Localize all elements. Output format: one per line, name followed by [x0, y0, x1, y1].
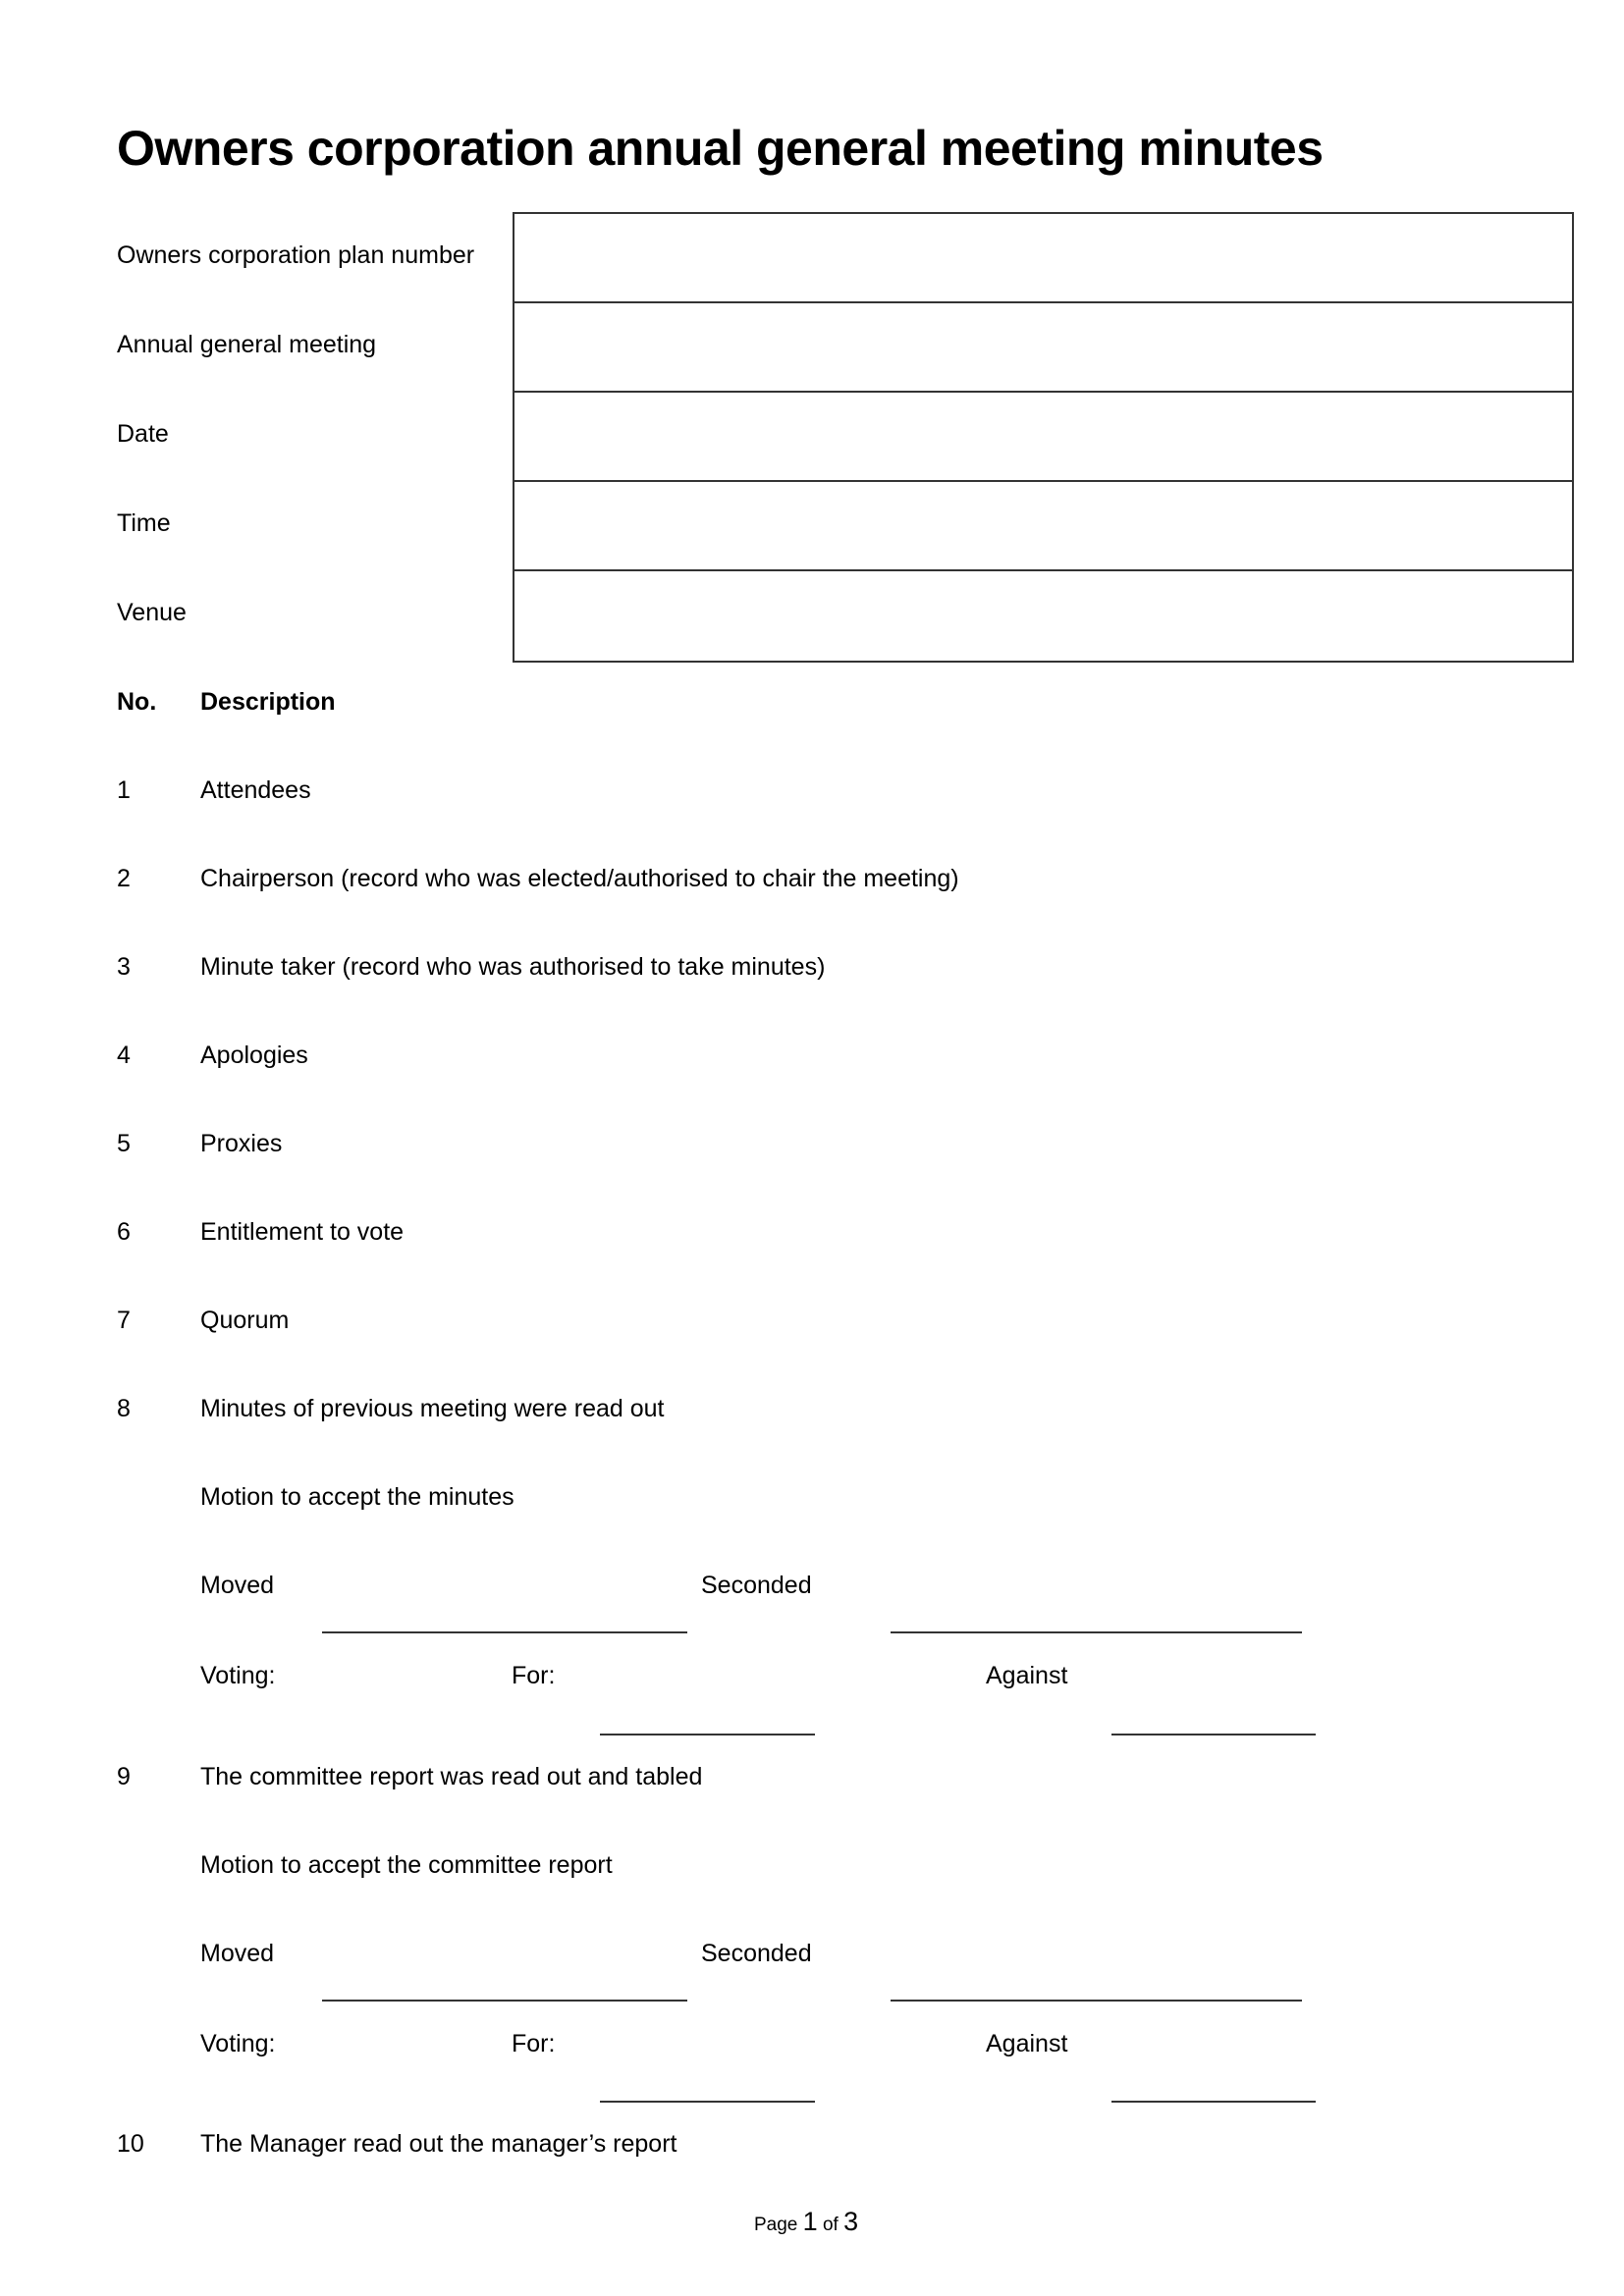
against-count-line[interactable]: [1111, 1734, 1316, 1735]
item-description: Minute taker (record who was authorised to take minutes): [200, 953, 826, 981]
against-label: Against: [986, 2030, 1068, 2057]
item-description: Apologies: [200, 1041, 308, 1069]
venue-field[interactable]: [514, 571, 1572, 661]
item-number: 9: [117, 1763, 131, 1790]
seconded-label: Seconded: [701, 1572, 812, 1599]
item-description: Attendees: [200, 776, 311, 804]
for-label: For:: [512, 2030, 556, 2057]
seconded-signature-line[interactable]: [891, 2000, 1302, 2002]
field-label-venue: Venue: [117, 599, 187, 626]
motion-title: Motion to accept the committee report: [200, 1851, 613, 1879]
against-label: Against: [986, 1662, 1068, 1689]
moved-label: Moved: [200, 1940, 275, 1967]
moved-signature-line[interactable]: [322, 1631, 687, 1633]
item-number: 10: [117, 2130, 144, 2158]
seconded-label: Seconded: [701, 1940, 812, 1967]
time-field[interactable]: [514, 482, 1572, 571]
item-number: 5: [117, 1130, 131, 1157]
voting-label: Voting:: [200, 2030, 276, 2057]
item-number: 7: [117, 1307, 131, 1334]
field-label-plan-number: Owners corporation plan number: [117, 241, 475, 269]
motion-title: Motion to accept the minutes: [200, 1483, 514, 1511]
field-label-agm: Annual general meeting: [117, 331, 377, 358]
info-table: [513, 212, 1574, 663]
total-pages: 3: [843, 2207, 859, 2236]
date-field[interactable]: [514, 393, 1572, 482]
field-label-time: Time: [117, 509, 171, 537]
agm-field[interactable]: [514, 303, 1572, 393]
list-header-description: Description: [200, 688, 336, 716]
against-count-line[interactable]: [1111, 2101, 1316, 2103]
seconded-signature-line[interactable]: [891, 1631, 1302, 1633]
voting-label: Voting:: [200, 1662, 276, 1689]
for-count-line[interactable]: [600, 2101, 815, 2103]
item-number: 4: [117, 1041, 131, 1069]
item-number: 3: [117, 953, 131, 981]
moved-signature-line[interactable]: [322, 2000, 687, 2002]
list-header-no: No.: [117, 688, 157, 716]
item-number: 6: [117, 1218, 131, 1246]
item-number: 2: [117, 865, 131, 892]
page-label: Page: [754, 2215, 798, 2235]
for-count-line[interactable]: [600, 1734, 815, 1735]
document-title: Owners corporation annual general meeting minutes: [117, 121, 1324, 176]
item-description: Entitlement to vote: [200, 1218, 405, 1246]
plan-number-field[interactable]: [514, 214, 1572, 303]
current-page: 1: [802, 2207, 818, 2236]
item-number: 8: [117, 1395, 131, 1422]
item-description: The committee report was read out and tabled: [200, 1763, 703, 1790]
of-label: of: [822, 2215, 839, 2235]
for-label: For:: [512, 1662, 556, 1689]
item-description: Quorum: [200, 1307, 290, 1334]
item-description: Chairperson (record who was elected/authorised to chair the meeting): [200, 865, 959, 892]
item-description: The Manager read out the manager’s report: [200, 2130, 677, 2158]
field-label-date: Date: [117, 420, 169, 448]
item-description: Minutes of previous meeting were read out: [200, 1395, 665, 1422]
moved-label: Moved: [200, 1572, 275, 1599]
item-description: Proxies: [200, 1130, 283, 1157]
item-number: 1: [117, 776, 131, 804]
page-footer: [754, 2207, 858, 2237]
